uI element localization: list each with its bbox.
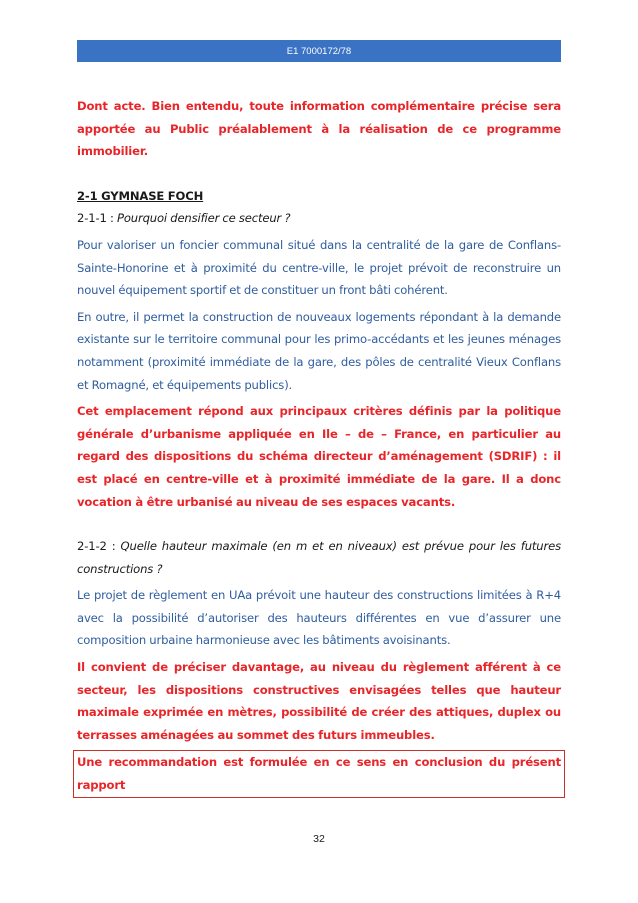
page-content	[77, 95, 561, 798]
recommendation-box: Une recommandation est formulée en ce sens en conclusion du présent rapport	[73, 750, 565, 797]
question-2-number: 2-1-2 :	[77, 539, 121, 554]
page-number: 32	[313, 833, 325, 845]
answer-1-paragraph-1: Pour valoriser un foncier communal situé dans la centralité de la gare de Conflans-Sainte-Honorine et à proximité du centre-ville, le projet prévoit de reconstruire un nouvel équipement sportif et de constituer un front bâti cohérent.	[77, 237, 561, 298]
document-reference: E1 7000172/78	[286, 45, 352, 57]
question-1-number: 2-1-1 :	[77, 211, 117, 226]
comment-1: Cet emplacement répond aux principaux critères définis par la politique générale d’urbanisme appliquée en Ile – de – France, en particulier au regard des dispositions du schéma directeur d’aménagement (SDRIF) : il est placé en centre-ville et à proximité immédiate de la gare. Il a donc vocation à être urbanisé au niveau de ses espaces vacants.	[77, 404, 561, 509]
question-1	[77, 207, 561, 230]
comment-2: Il convient de préciser davantage, au niveau du règlement afférent à ce secteur, les dispositions constructives envisagées telles que hauteur maximale exprimée en mètres, possibilité de créer des attiques, duplex ou terrasses aménagées au sommet des futurs immeubles.	[77, 660, 561, 742]
answer-2: Le projet de règlement en UAa prévoit une hauteur des constructions limitées à R+4 avec la possibilité d’autoriser des hauteurs différentes en vue d’assurer une composition urbaine harmonieuse avec les bâtiments avoisinants.	[77, 588, 561, 648]
question-2	[77, 535, 561, 580]
answer-1-paragraph-2: En outre, il permet la construction de nouveaux logements répondant à la demande existante sur le territoire communal pour les primo-accédants et les jeunes ménages notamment (proximité immédiate de la gare, des pôles de centralité Vieux Conflans et Romagné, et équipements publics).	[77, 309, 561, 392]
header-band	[77, 40, 561, 62]
question-2-text: Quelle hauteur maximale (en m et en niveaux) est prévue pour les futures constructions ?	[77, 539, 561, 576]
question-1-text: Pourquoi densifier ce secteur ?	[116, 211, 291, 226]
section-title: 2-1 GYMNASE FOCH	[77, 188, 204, 203]
intro-paragraph: Dont acte. Bien entendu, toute information complémentaire précise sera apportée au Public préalablement à la réalisation de ce programme immobilier.	[77, 99, 561, 159]
